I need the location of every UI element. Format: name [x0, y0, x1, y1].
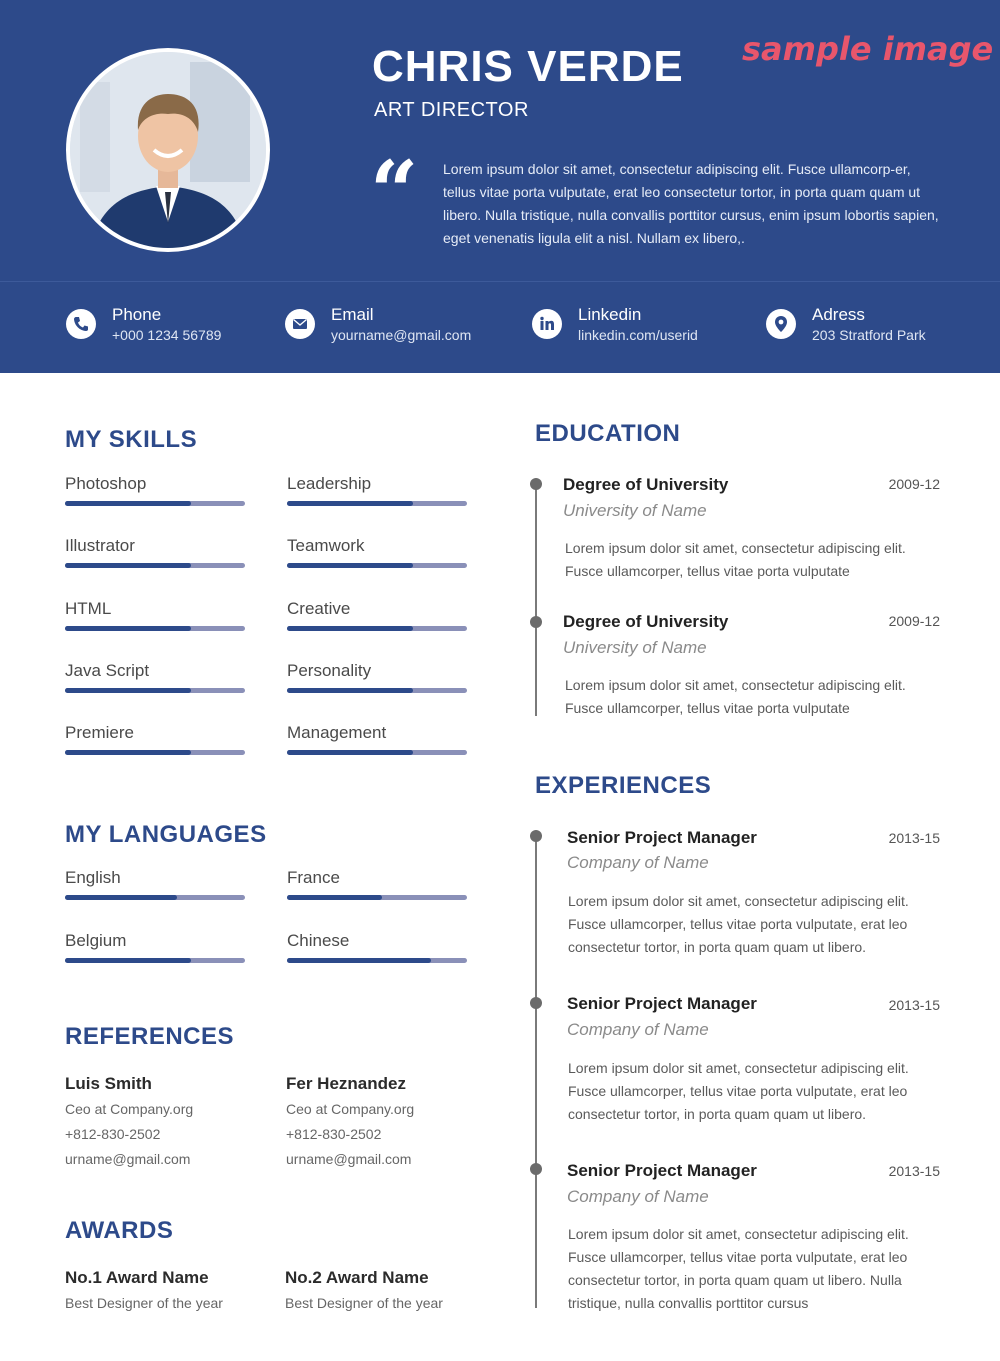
skill-item: [287, 536, 467, 576]
person-portrait-icon: [70, 52, 266, 248]
languages-title: MY LANGUAGES: [65, 821, 267, 848]
skills-title: MY SKILLS: [65, 426, 198, 453]
skill-bar: [287, 501, 467, 506]
skill-bar: [65, 501, 245, 506]
quote-icon: “: [370, 142, 419, 241]
experience-timeline: [535, 832, 537, 1308]
linkedin-icon: [532, 309, 562, 339]
skill-label: Management: [287, 723, 387, 742]
education-school: University of Name: [563, 501, 707, 520]
reference-phone: +812-830-2502: [65, 1126, 161, 1142]
skill-bar: [287, 688, 467, 693]
language-label: Chinese: [287, 931, 350, 950]
contact-label: Linkedin: [578, 305, 642, 324]
contact-label: Phone: [112, 305, 162, 324]
skill-bar-fill: [287, 688, 413, 693]
language-item: [287, 931, 467, 971]
skill-item: [65, 536, 245, 576]
location-pin-icon: [766, 309, 796, 339]
skill-bar-fill: [65, 501, 191, 506]
experience-desc: Lorem ipsum dolor sit amet, consectetur adipiscing elit. Fusce ullamcorper, tellus vitae porta vulputate, erat leo consectetur tortor, in porta quam quam ut libero.: [568, 893, 909, 955]
reference-position: Ceo at Company.org: [286, 1101, 415, 1117]
education-title: EDUCATION: [535, 420, 681, 447]
education-desc: Lorem ipsum dolor sit amet, consectetur adipiscing elit. Fusce ullamcorper, tellus vitae porta vulputate: [565, 540, 906, 579]
contact-label: Adress: [812, 305, 865, 324]
skill-bar-fill: [65, 626, 191, 631]
education-degree: Degree of University: [563, 612, 729, 631]
skill-item: [287, 474, 467, 514]
timeline-dot: [530, 1163, 542, 1175]
award-desc: Best Designer of the year: [65, 1295, 223, 1311]
experience-company: Company of Name: [567, 853, 709, 872]
references-title: REFERENCES: [65, 1023, 235, 1050]
skill-label: Illustrator: [65, 536, 135, 555]
skill-bar: [65, 626, 245, 631]
award-desc: Best Designer of the year: [285, 1295, 443, 1311]
skill-item: [287, 661, 467, 701]
resume-name: CHRIS VERDE: [372, 42, 684, 91]
language-bar: [287, 958, 467, 963]
skill-bar-fill: [287, 563, 413, 568]
reference-phone: +812-830-2502: [286, 1126, 382, 1142]
timeline-dot: [530, 616, 542, 628]
watermark: sample image: [742, 30, 994, 68]
language-bar-fill: [287, 895, 382, 900]
experience-desc: Lorem ipsum dolor sit amet, consectetur adipiscing elit. Fusce ullamcorper, tellus vitae porta vulputate, erat leo consectetur tortor, in porta quam quam ut libero. Nulla tristique, nulla convallis porttitor cursus: [568, 1226, 909, 1311]
skill-label: Creative: [287, 599, 351, 618]
timeline-dot: [530, 830, 542, 842]
language-bar-fill: [65, 895, 177, 900]
skill-item: [65, 474, 245, 514]
skill-bar-fill: [287, 750, 413, 755]
skill-bar: [65, 563, 245, 568]
experience-title: Senior Project Manager: [567, 994, 757, 1013]
contact-value: yourname@gmail.com: [331, 327, 472, 343]
skill-label: HTML: [65, 599, 112, 618]
skill-bar-fill: [65, 563, 191, 568]
language-bar-fill: [65, 958, 191, 963]
contact-value: 203 Stratford Park: [812, 327, 926, 343]
award-name: No.1 Award Name: [65, 1268, 209, 1287]
profile-summary: Lorem ipsum dolor sit amet, consectetur adipiscing elit. Fusce ullamcorp-er, tellus vitae porta vulputate, erat leo consectetur tortor, in porta quam quam ut libero. Nulla tristique, nulla convallis porttitor cursus, enim ipsum lobortis sapien, eget venenatis ligula elit a nisl. Nullam ex libero,.: [443, 161, 939, 246]
skill-bar: [287, 750, 467, 755]
skill-label: Photoshop: [65, 474, 147, 493]
timeline-dot: [530, 478, 542, 490]
skill-label: Personality: [287, 661, 372, 680]
language-label: English: [65, 868, 121, 887]
skill-bar-fill: [65, 750, 191, 755]
skill-label: Premiere: [65, 723, 134, 742]
experience-company: Company of Name: [567, 1187, 709, 1206]
skill-label: Leadership: [287, 474, 372, 493]
education-timeline: [535, 484, 537, 716]
awards-title: AWARDS: [65, 1217, 174, 1244]
profile-photo: [66, 48, 270, 252]
skill-item: [287, 723, 467, 763]
skill-item: [65, 599, 245, 639]
skill-label: Teamwork: [287, 536, 365, 555]
skill-bar: [65, 750, 245, 755]
award-name: No.2 Award Name: [285, 1268, 429, 1287]
education-date: 2009-12: [888, 476, 940, 492]
reference-position: Ceo at Company.org: [65, 1101, 194, 1117]
skill-label: Java Script: [65, 661, 150, 680]
phone-icon: [66, 309, 96, 339]
skill-bar-fill: [287, 501, 413, 506]
reference-name: Fer Heznandez: [286, 1074, 406, 1093]
language-bar: [287, 895, 467, 900]
experience-date: 2013-15: [888, 830, 940, 846]
reference-name: Luis Smith: [65, 1074, 152, 1093]
language-label: France: [287, 868, 340, 887]
skill-item: [287, 599, 467, 639]
education-degree: Degree of University: [563, 475, 729, 494]
skill-bar: [287, 626, 467, 631]
experience-date: 2013-15: [888, 1163, 940, 1179]
timeline-dot: [530, 997, 542, 1009]
reference-email: urname@gmail.com: [65, 1151, 191, 1167]
skill-item: [65, 723, 245, 763]
experiences-title: EXPERIENCES: [535, 772, 712, 799]
contact-value: linkedin.com/userid: [578, 327, 698, 343]
experience-date: 2013-15: [888, 997, 940, 1013]
education-date: 2009-12: [888, 613, 940, 629]
language-bar: [65, 895, 245, 900]
resume-role: ART DIRECTOR: [374, 99, 529, 121]
experience-title: Senior Project Manager: [567, 1161, 757, 1180]
skill-bar: [65, 688, 245, 693]
experience-title: Senior Project Manager: [567, 828, 757, 847]
contact-value: +000 1234 56789: [112, 327, 222, 343]
skill-bar-fill: [65, 688, 191, 693]
language-bar: [65, 958, 245, 963]
email-icon: [285, 309, 315, 339]
contact-label: Email: [331, 305, 374, 324]
reference-email: urname@gmail.com: [286, 1151, 412, 1167]
language-bar-fill: [287, 958, 431, 963]
experience-company: Company of Name: [567, 1020, 709, 1039]
skill-bar: [287, 563, 467, 568]
education-desc: Lorem ipsum dolor sit amet, consectetur adipiscing elit. Fusce ullamcorper, tellus vitae porta vulputate: [565, 677, 906, 716]
language-label: Belgium: [65, 931, 127, 950]
language-item: [287, 868, 467, 908]
education-school: University of Name: [563, 638, 707, 657]
language-item: [65, 868, 245, 908]
skill-bar-fill: [287, 626, 413, 631]
skill-item: [65, 661, 245, 701]
language-item: [65, 931, 245, 971]
experience-desc: Lorem ipsum dolor sit amet, consectetur adipiscing elit. Fusce ullamcorper, tellus vitae porta vulputate, erat leo consectetur tortor, in porta quam quam ut libero.: [568, 1060, 909, 1122]
